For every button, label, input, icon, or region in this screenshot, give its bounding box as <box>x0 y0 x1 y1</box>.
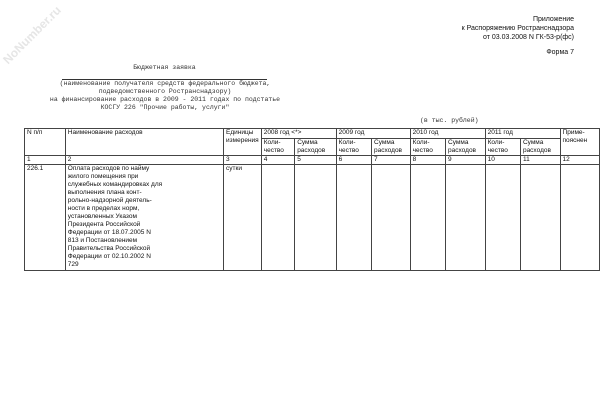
header-year-2011: 2011 год <box>485 129 560 139</box>
col-number: 2 <box>65 156 223 165</box>
col-number: 4 <box>261 156 294 165</box>
cell <box>372 165 411 271</box>
units-note: (в тыс. рублей) <box>420 117 479 124</box>
col-number: 5 <box>295 156 336 165</box>
subtitle-line4: КОСГУ 226 "Прочие работы, услуги" <box>100 104 230 111</box>
header-sum: Сумма расходов <box>446 139 486 156</box>
form-number: Форма 7 <box>546 49 574 56</box>
cell <box>446 165 486 271</box>
col-number: 6 <box>336 156 371 165</box>
header-sum: Сумма расходов <box>372 139 411 156</box>
header-num: N п/п <box>25 129 66 156</box>
subtitle-line1: (наименование получателя средств федерального бюджета, <box>59 80 271 87</box>
col-number: 1 <box>25 156 66 165</box>
col-number: 12 <box>560 156 599 165</box>
table-row <box>25 165 600 271</box>
cell <box>485 165 520 271</box>
watermark: NoNumber.ru <box>0 3 64 67</box>
header-year-2010: 2010 год <box>410 129 485 139</box>
header-year-2009: 2009 год <box>336 129 410 139</box>
header-note: Приме-пояснен <box>560 129 599 156</box>
header-sum: Сумма расходов <box>520 139 560 156</box>
col-number: 8 <box>410 156 445 165</box>
header-qty: Коли-чество <box>410 139 445 156</box>
appendix-line3: от 03.03.2008 N ГК-53-р(фс) <box>483 34 574 41</box>
appendix-line1: Приложение <box>532 16 574 23</box>
col-number: 11 <box>520 156 560 165</box>
col-number: 10 <box>485 156 520 165</box>
row-unit: сутки <box>224 165 262 271</box>
budget-table <box>24 128 600 271</box>
header-qty: Коли-чество <box>485 139 520 156</box>
row-num: 226.1 <box>25 165 66 271</box>
cell <box>520 165 560 271</box>
document-heading: Бюджетная заявка <box>133 64 196 71</box>
cell <box>295 165 336 271</box>
cell <box>261 165 294 271</box>
header-name: Наименование расходов <box>65 129 223 156</box>
cell <box>336 165 371 271</box>
subtitle-line3: на финансирование расходов в 2009 - 2011 годах по подстатье <box>49 96 281 103</box>
cell <box>560 165 599 271</box>
header-year-2008: 2008 год <*> <box>261 129 336 139</box>
header-qty: Коли-чество <box>336 139 371 156</box>
appendix-line2: к Распоряжению Ространснадзора <box>461 25 574 32</box>
col-number: 7 <box>372 156 411 165</box>
header-unit: Единицы измерения <box>224 129 262 156</box>
header-qty: Коли-чество <box>261 139 294 156</box>
document-subtitle <box>40 80 290 112</box>
cell <box>410 165 445 271</box>
col-number: 9 <box>446 156 486 165</box>
row-name: Оплата расходов по найму жилого помещения при служебных командировках для выполнения плана конт-рольно-надзорной деятель-ности в пределах норм, установленных Указом Президента Российской Федерации от 18.07.2005 N 813 и Постановлением Правительства Российской Федерации от 02.10.2002 N 729 <box>65 165 223 271</box>
header-sum: Сумма расходов <box>295 139 336 156</box>
subtitle-line2: подведомственного Ространснадзору) <box>98 88 232 95</box>
col-number: 3 <box>224 156 262 165</box>
appendix-label <box>462 15 574 42</box>
